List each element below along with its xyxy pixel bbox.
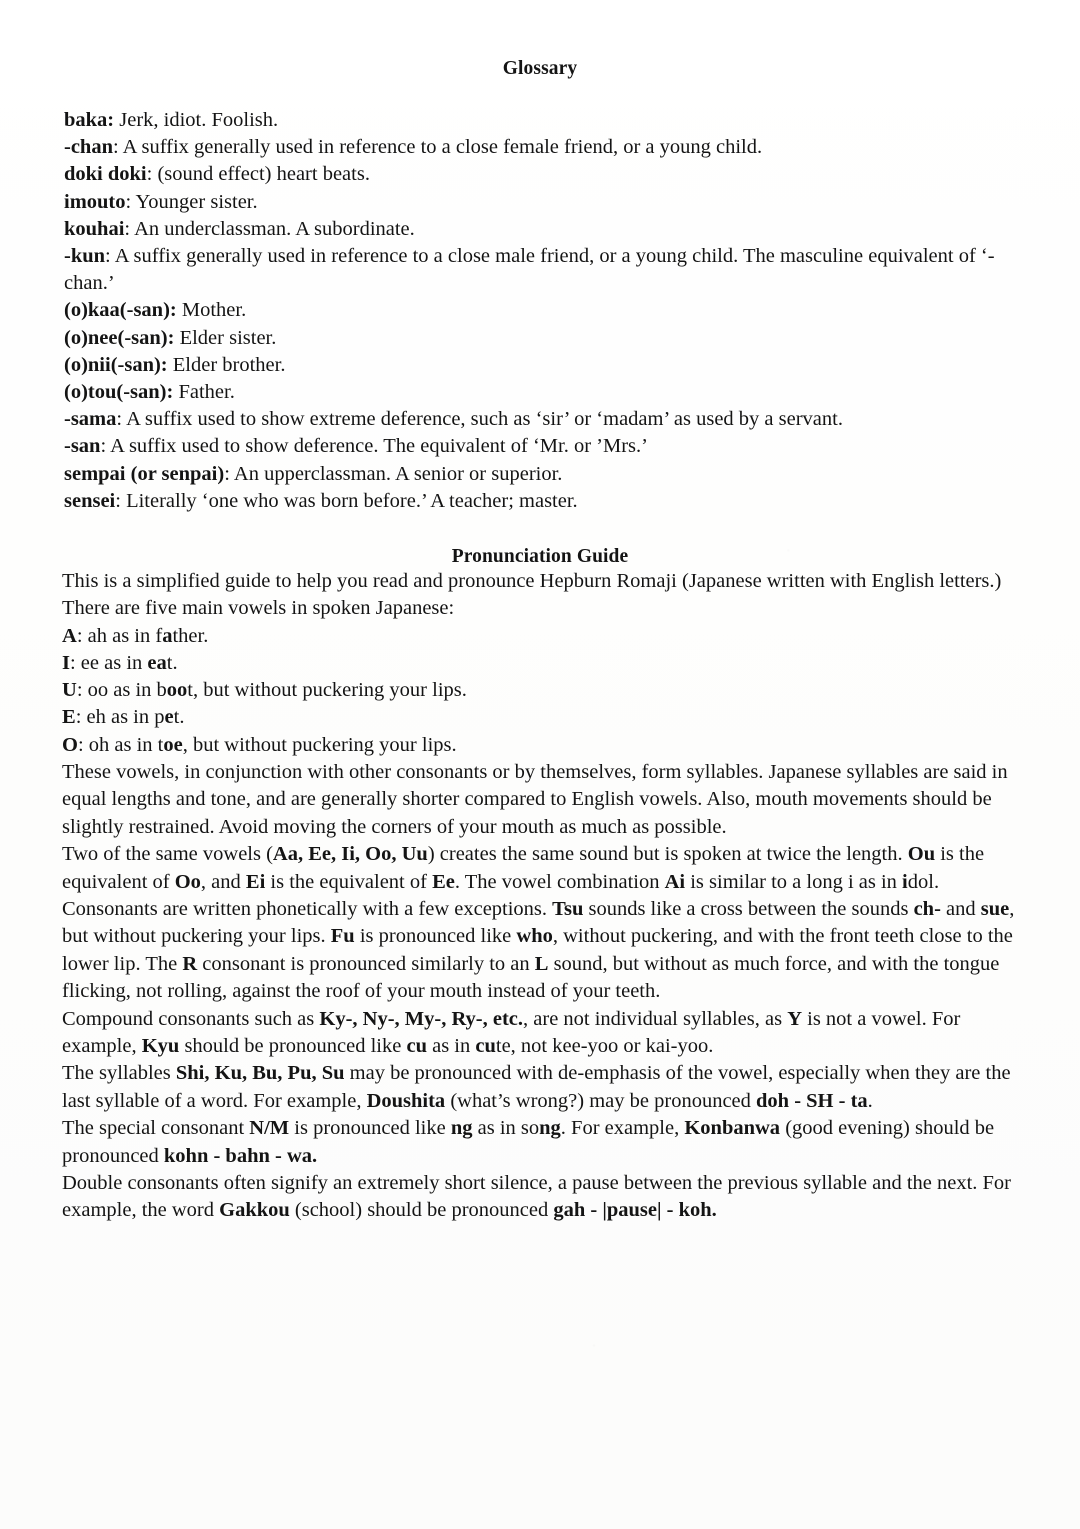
deemphasis-text: The syllables — [62, 1062, 176, 1085]
glossary-definition: Elder brother. — [167, 353, 286, 376]
vowel-description: : oh as in — [77, 733, 158, 756]
glossary-term: -kun — [64, 245, 106, 268]
double-vowels-text: . The vowel combination — [454, 870, 665, 893]
consonants-text: , but without puckering your lips. — [62, 897, 1015, 948]
glossary-definition: : An underclassman. A subordinate. — [124, 217, 415, 240]
pronunciation-heading: Pronunciation Guide — [451, 546, 629, 568]
deemphasis-emphasis: Shi, Ku, Bu, Pu, Su — [175, 1062, 345, 1085]
deemphasis-paragraph — [62, 1060, 1018, 1115]
glossary-entry — [64, 433, 1018, 460]
vowel-line — [62, 732, 1018, 759]
double-vowels-paragraph — [62, 841, 1018, 896]
consonants-text: sounds like a cross between the sounds — [583, 897, 914, 920]
vowel-line — [62, 704, 1018, 731]
glossary-entry — [64, 461, 1018, 488]
double-consonants-emphasis: gah - |pause| - koh. — [553, 1199, 717, 1222]
glossary-entry — [64, 297, 1018, 324]
vowel-letter: E — [62, 706, 76, 729]
glossary-entry — [64, 406, 1018, 433]
vowel-list — [62, 623, 1018, 759]
nasal-text: The special consonant — [62, 1117, 250, 1140]
nasal-emphasis: ng — [450, 1117, 473, 1140]
glossary-term: (o)kaa(-san): — [64, 299, 177, 322]
double-consonants-text: Double consonants often signify an extremely short silence, a pause between the previous syllable and the next. For example, the word — [62, 1171, 1012, 1222]
example-word-suffix: t — [187, 679, 193, 702]
glossary-term: (o)nee(-san): — [64, 326, 175, 349]
consonants-text: is pronounced like — [354, 925, 517, 948]
double-consonants-paragraph — [62, 1170, 1018, 1225]
glossary-term: sempai (or senpai) — [64, 462, 225, 485]
vowel-description: : ee as in — [69, 652, 148, 675]
nasal-emphasis: N/M — [249, 1117, 290, 1140]
glossary-entry — [64, 107, 1018, 134]
glossary-definition: : A suffix generally used in reference to a close female friend, or a young child. — [112, 136, 763, 159]
glossary-term: baka: — [64, 109, 115, 131]
consonants-text: , without puckering, and with the front teeth close to the lower lip. The — [62, 925, 1013, 975]
consonants-emphasis: Fu — [330, 925, 355, 948]
nasal-emphasis: Konbanwa — [684, 1117, 781, 1140]
vowel-letter: I — [62, 652, 70, 675]
compound-emphasis: Y — [787, 1007, 802, 1030]
double-vowels-text: dol. — [907, 870, 940, 893]
deemphasis-emphasis: Doushita — [366, 1089, 446, 1112]
glossary-entry-list — [64, 107, 1018, 515]
example-word-prefix: b — [156, 679, 167, 702]
vowel-description: : oo as in — [76, 679, 157, 702]
glossary-term: sensei — [64, 489, 116, 512]
consonants-emphasis: L — [534, 952, 549, 975]
glossary-definition: : Younger sister. — [125, 190, 258, 213]
glossary-definition: Jerk, idiot. Foolish. — [114, 109, 279, 131]
example-word-highlight: e — [164, 706, 174, 729]
glossary-term: (o)tou(-san): — [64, 381, 174, 404]
compound-emphasis: Ky-, Ny-, My-, Ry-, etc. — [319, 1007, 524, 1030]
consonants-text: consonant is pronounced similarly to an — [197, 952, 535, 975]
consonants-emphasis: ch- — [913, 897, 941, 920]
vowel-description: : eh as in — [75, 706, 155, 729]
glossary-entry — [64, 134, 1018, 161]
glossary-definition: : (sound effect) heart beats. — [146, 163, 370, 186]
double-consonants-text: (school) should be pronounced — [289, 1199, 554, 1222]
double-vowels-text: ) creates the same sound but is spoken at twice the length. — [427, 843, 908, 866]
consonants-emphasis: who — [516, 925, 553, 948]
compound-text: as in — [426, 1034, 476, 1057]
nasal-text: is pronounced like — [289, 1117, 451, 1140]
syllables-paragraph: These vowels, in conjunction with other consonants or by themselves, form syllables. Japanese syllables are said in equal lengths and tone, and are generally shorter compared to English vowels. Also, mouth movements should be slightly restrained. Avoid moving the corners of your mouth as much as possible. — [62, 760, 1008, 838]
deemphasis-emphasis: doh - SH - ta — [756, 1089, 868, 1112]
nasal-emphasis: kohn - bahn - wa. — [163, 1144, 318, 1167]
glossary-entry — [64, 216, 1018, 243]
example-word-suffix: t. — [173, 706, 185, 729]
glossary-term: (o)nii(-san): — [64, 353, 168, 376]
glossary-entry — [64, 325, 1018, 352]
glossary-entry — [64, 379, 1018, 406]
glossary-entry — [64, 488, 1018, 515]
pronunciation-intro: This is a simplified guide to help you read and pronounce Hepburn Romaji (Japanese written with English letters.) — [62, 570, 1002, 593]
deemphasis-text: (what’s wrong?) may be pronounced — [445, 1089, 757, 1112]
deemphasis-text: may be pronounced with de-emphasis of the vowel, especially when they are the last syllable of a word. For example, — [62, 1062, 1011, 1112]
vowel-note: , but without puckering your lips. — [192, 679, 467, 702]
example-word-prefix: t — [157, 733, 164, 756]
glossary-definition: : An upperclassman. A senior or superior. — [224, 462, 563, 485]
compound-emphasis: cu — [475, 1034, 496, 1057]
example-word-highlight: oo — [166, 679, 188, 702]
glossary-term: -sama — [64, 408, 117, 431]
example-word-suffix: ther. — [172, 624, 209, 647]
double-vowels-emphasis: i — [902, 870, 908, 893]
compound-text: Compound consonants such as — [62, 1007, 320, 1030]
example-word-suffix: t. — [166, 652, 178, 675]
glossary-definition: : Literally ‘one who was born before.’ A teacher; master. — [115, 489, 578, 512]
glossary-entry — [64, 243, 1018, 297]
glossary-definition: : A suffix used to show deference. The equivalent of ‘Mr. or ’Mrs.’ — [100, 435, 648, 458]
glossary-entry — [64, 161, 1018, 188]
consonants-text: sound, but without as much force, and with the tongue flicking, not rolling, against the roof of your mouth instead of your teeth. — [62, 952, 1000, 1003]
vowel-letter: A — [62, 624, 77, 647]
nasal-emphasis: ng — [539, 1117, 561, 1140]
vowel-note: , but without puckering your lips. — [182, 733, 457, 756]
compound-text: should be pronounced like — [179, 1034, 407, 1057]
glossary-definition: : A suffix generally used in reference to a close male friend, or a young child. The masculine equivalent of ‘-chan.’ — [64, 245, 995, 295]
glossary-term: imouto — [64, 190, 126, 213]
vowel-letter: U — [62, 679, 77, 702]
example-word-highlight: a — [162, 624, 173, 647]
consonants-paragraph — [62, 896, 1018, 1006]
glossary-definition: Elder sister. — [174, 326, 277, 349]
glossary-term: doki doki — [64, 163, 147, 186]
double-vowels-text: is similar to a long i as in — [685, 870, 903, 893]
double-vowels-emphasis: Ee — [432, 870, 455, 893]
glossary-definition: : A suffix used to show extreme deference, such as ‘sir’ or ‘madam’ as used by a servant. — [116, 408, 843, 431]
consonants-emphasis: R — [182, 952, 198, 975]
double-vowels-emphasis: Ei — [245, 870, 266, 893]
example-word-highlight: ea — [147, 652, 167, 675]
vowel-line — [62, 623, 1018, 650]
example-word-prefix: p — [154, 706, 165, 729]
example-word-prefix: f — [155, 624, 163, 647]
double-vowels-text: Two of the same vowels ( — [62, 843, 273, 866]
compound-text: , are not individual syllables, as — [523, 1007, 788, 1030]
nasal-consonant-paragraph — [62, 1115, 1018, 1170]
glossary-definition: Mother. — [176, 299, 247, 322]
vowel-letter: O — [62, 733, 78, 756]
glossary-definition: Father. — [173, 381, 235, 404]
double-vowels-emphasis: Ou — [907, 843, 936, 866]
pronunciation-section — [62, 515, 1018, 568]
glossary-section — [62, 0, 1018, 80]
glossary-term: -chan — [64, 136, 113, 159]
consonants-text: and — [940, 897, 981, 920]
glossary-term: -san — [64, 435, 101, 458]
double-vowels-text: , and — [200, 870, 246, 893]
compound-text: te, not kee-yoo or kai-yoo. — [495, 1034, 714, 1057]
glossary-entry — [64, 189, 1018, 216]
page-content — [62, 0, 1018, 1225]
vowels-lead-in: There are five main vowels in spoken Japanese: — [62, 597, 455, 620]
consonants-text: Consonants are written phonetically with a few exceptions. — [62, 897, 553, 920]
nasal-text: (good evening) should be pronounced — [62, 1117, 995, 1167]
double-vowels-text: is the equivalent of — [62, 843, 985, 893]
double-vowels-emphasis: Aa, Ee, Ii, Oo, Uu — [272, 843, 428, 866]
deemphasis-text: . — [867, 1089, 873, 1112]
consonants-emphasis: Tsu — [552, 897, 584, 920]
example-word-highlight: oe — [163, 733, 183, 756]
glossary-heading: Glossary — [502, 58, 578, 79]
compound-emphasis: Kyu — [141, 1034, 180, 1057]
glossary-entry — [64, 352, 1018, 379]
double-vowels-emphasis: Oo — [174, 870, 201, 893]
vowel-line — [62, 650, 1018, 677]
double-consonants-emphasis: Gakkou — [219, 1199, 290, 1222]
compound-consonants-paragraph — [62, 1006, 1018, 1061]
compound-text: is not a vowel. For example, — [62, 1007, 961, 1057]
compound-emphasis: cu — [406, 1034, 427, 1057]
double-vowels-emphasis: Ai — [664, 870, 686, 893]
double-vowels-text: is the equivalent of — [265, 870, 433, 893]
vowel-description: : ah as in — [76, 624, 156, 647]
nasal-text: as in so — [472, 1117, 540, 1140]
nasal-text: . For example, — [560, 1117, 685, 1140]
consonants-emphasis: sue — [980, 897, 1010, 920]
glossary-term: kouhai — [64, 217, 125, 240]
vowel-line — [62, 677, 1018, 704]
